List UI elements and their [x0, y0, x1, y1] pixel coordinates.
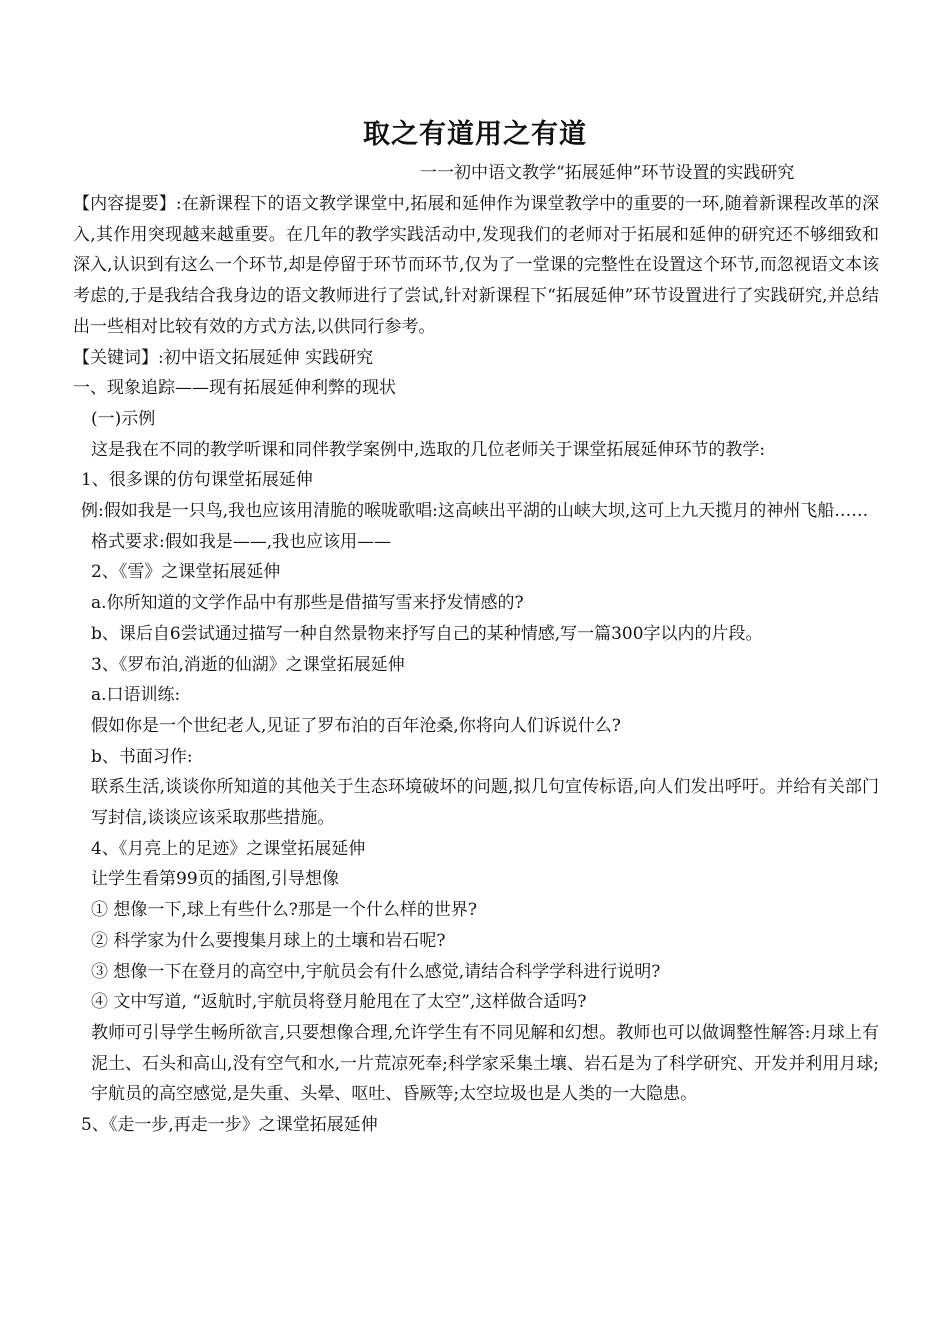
- list-item: a.口语训练:: [91, 685, 181, 706]
- list-item: ② 科学家为什么要搜集月球上的土壤和岩石呢?: [91, 930, 446, 951]
- numbered-item-heading: 5、《走一步,再走一步》之课堂拓展延伸: [81, 1115, 378, 1136]
- numbered-item-heading: 3、《罗布泊,消逝的仙湖》之课堂拓展延伸: [91, 654, 405, 675]
- paragraph: 格式要求:假如我是——,我也应该用——: [91, 531, 392, 552]
- document-subtitle: 一一初中语文教学“拓展延伸”环节设置的实践研究: [420, 163, 795, 183]
- list-item: ③ 想像一下在登月的高空中,宇航员会有什么感觉,请结合科学学科进行说明?: [91, 961, 661, 982]
- list-item: b、书面习作:: [91, 746, 193, 767]
- paragraph: 联系生活,谈谈你所知道的其他关于生态环境破坏的问题,拟几句宣传标语,向人们发出呼吁。并给有关部门写封信,谈谈应该采取那些措施。: [91, 777, 879, 829]
- paragraph: 让学生看第99页的插图,引导想像: [91, 869, 340, 890]
- list-item: a.你所知道的文学作品中有那些是借描写雪来抒发情感的?: [91, 593, 524, 614]
- example-paragraph: 例:假如我是一只鸟,我也应该用清脆的喉咙歌唱:这高峡出平湖的山峡大坝,这可上九天揽月的神州飞船……: [81, 501, 869, 522]
- numbered-item-heading: 2、《雪》之课堂拓展延伸: [91, 562, 281, 583]
- list-item: ① 想像一下,球上有些什么?那是一个什么样的世界?: [91, 900, 478, 921]
- numbered-item-heading: 4、《月亮上的足迹》之课堂拓展延伸: [91, 838, 366, 859]
- section-heading: 一、现象追踪——现有拓展延伸利弊的现状: [73, 378, 396, 399]
- document-title: 取之有道用之有道: [363, 119, 587, 150]
- list-item: b、课后自6尝试通过描写一种自然景物来抒写自己的某种情感,写一篇300字以内的片段。: [91, 623, 763, 644]
- list-item: ④ 文中写道, “返航时,宇航员将登月舱甩在了太空”,这样做合适吗?: [91, 992, 587, 1013]
- paragraph: 教师可引导学生畅所欲言,只要想像合理,允许学生有不同见解和幻想。教师也可以做调整性解答:月球上有泥土、石头和高山,没有空气和水,一片荒凉死奉;科学家采集土壤、岩石是为了科学研究、开发并利用月球;宇航员的高空感觉,是失重、头晕、呕吐、昏厥等;太空垃圾也是人类的一大隐患。: [91, 1022, 879, 1105]
- paragraph: 假如你是一个世纪老人,见证了罗布泊的百年沧桑,你将向人们诉说什么?: [91, 715, 621, 736]
- paragraph: 这是我在不同的教学听课和同伴教学案例中,选取的几位老师关于课堂拓展延伸环节的教学:: [91, 439, 766, 460]
- document-body: [73, 189, 879, 1141]
- subsection-heading: (一)示例: [91, 408, 156, 429]
- keywords-line: 【关键词】:初中语文拓展延伸 实践研究: [73, 347, 374, 368]
- numbered-item-heading: 1、很多课的仿句课堂拓展延伸: [81, 470, 313, 491]
- abstract-paragraph: 【内容提要】:在新课程下的语文教学课堂中,拓展和延伸作为课堂教学中的重要的一环,随着新课程改革的深入,其作用突现越来越重要。在几年的教学实践活动中,发现我们的老师对于拓展和延伸的研究还不够细致和深入,认识到有这么一个环节,却是停留于环节而环节,仅为了一堂课的完整性在设置这个环节,而忽视语文本该考虑的,于是我结合我身边的语文教师进行了尝试,针对新课程下“拓展延伸”环节设置进行了实践研究,并总结出一些相对比较有效的方式方法,以供同行参考。: [73, 194, 879, 337]
